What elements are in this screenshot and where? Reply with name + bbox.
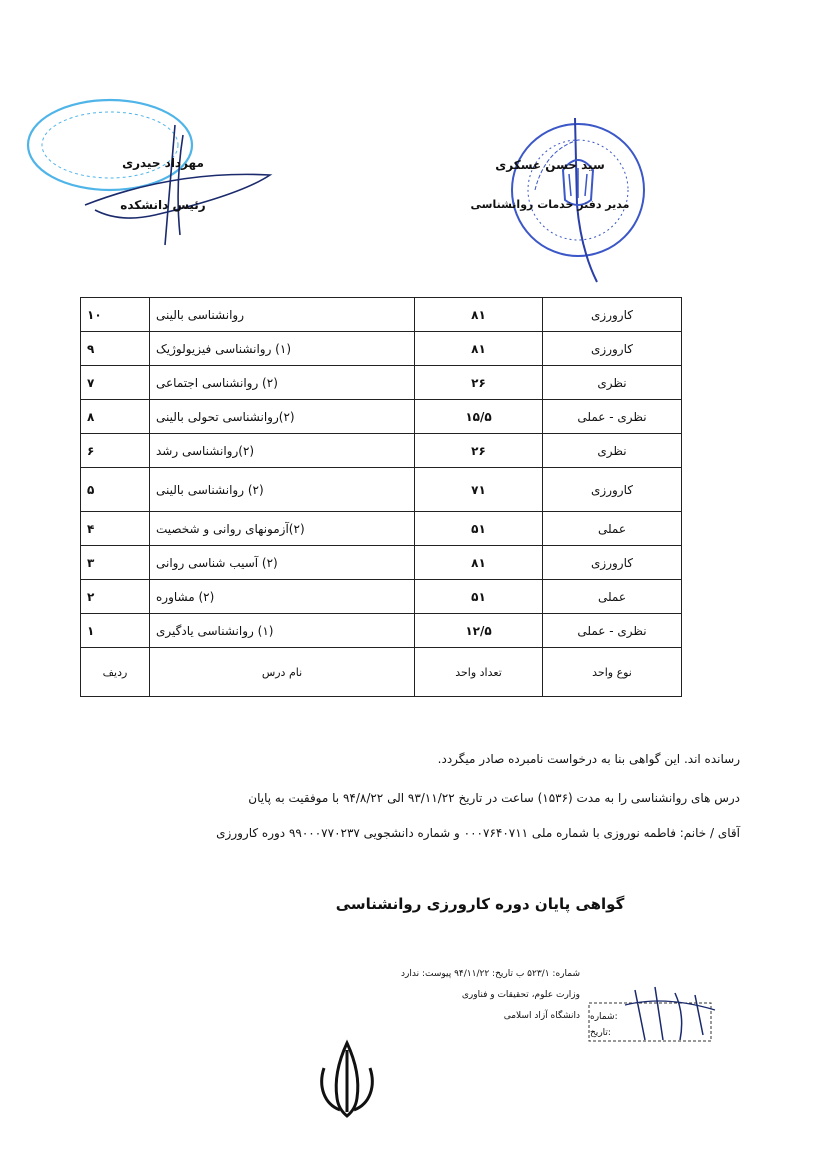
table-row xyxy=(81,580,682,614)
letterhead-line-2: وزارت علوم، تحقیقات و فناوری xyxy=(461,990,580,1000)
official-seal-left xyxy=(25,95,285,255)
table-row xyxy=(81,512,682,546)
course-units-cell: ۵۱ xyxy=(415,512,543,546)
course-units-cell: ۲۶ xyxy=(415,366,543,400)
row-number-cell: ۳ xyxy=(81,546,150,580)
course-units-cell: ۸۱ xyxy=(415,546,543,580)
course-type-cell: کارورزی xyxy=(543,298,682,332)
table-row xyxy=(81,400,682,434)
header-type: نوع واحد xyxy=(543,648,682,697)
course-name-cell: (۲)آزمونهای روانی و شخصیت xyxy=(150,512,415,546)
letterhead-line-1: شماره: ۵۲۳/۱ ب تاریخ: ۹۴/۱۱/۲۲ پیوست: ندارد xyxy=(401,969,580,979)
course-type-cell: عملی xyxy=(543,580,682,614)
national-emblem-icon xyxy=(312,1038,382,1120)
course-units-cell: ۸۱ xyxy=(415,298,543,332)
course-units-cell: ۱۲/۵ xyxy=(415,614,543,648)
row-number-cell: ۵ xyxy=(81,468,150,512)
course-type-cell: کارورزی xyxy=(543,468,682,512)
table-row xyxy=(81,546,682,580)
right-signatory-title: مدیر دفتر خدمات روانشناسی xyxy=(470,198,630,211)
row-number-cell: ۱۰ xyxy=(81,298,150,332)
course-name-cell: (۱) روانشناسی یادگیری xyxy=(150,614,415,648)
header-course-name: نام درس xyxy=(150,648,415,697)
body-line-1: آقای / خانم: فاطمه نوروزی با شماره ملی ۰۰۰۷۶۴۰۷۱۱ و شماره دانشجویی ۹۹۰۰۰۷۷۰۲۳۷ دوره کارورزی xyxy=(216,826,740,840)
footer-number-label: شماره: xyxy=(590,1012,618,1022)
row-number-cell: ۷ xyxy=(81,366,150,400)
course-type-cell: کارورزی xyxy=(543,546,682,580)
table-row xyxy=(81,614,682,648)
row-number-cell: ۴ xyxy=(81,512,150,546)
footer-date-label: تاریخ: xyxy=(590,1028,611,1038)
course-name-cell: روانشناسی بالینی xyxy=(150,298,415,332)
course-type-cell: نظری - عملی xyxy=(543,400,682,434)
row-number-cell: ۱ xyxy=(81,614,150,648)
course-units-cell: ۱۵/۵ xyxy=(415,400,543,434)
course-name-cell: (۲) مشاوره xyxy=(150,580,415,614)
header-row-number: ردیف xyxy=(81,648,150,697)
certificate-title: گواهی پایان دوره کارورزی روانشناسی xyxy=(335,895,625,913)
course-type-cell: نظری xyxy=(543,434,682,468)
course-name-cell: (۱) روانشناسی فیزیولوژیک xyxy=(150,332,415,366)
course-type-cell: کارورزی xyxy=(543,332,682,366)
right-signatory-name: سید حسن عسکری xyxy=(495,158,605,172)
header-units: تعداد واحد xyxy=(415,648,543,697)
course-name-cell: (۲) آسیب شناسی روانی xyxy=(150,546,415,580)
row-number-cell: ۲ xyxy=(81,580,150,614)
course-units-cell: ۵۱ xyxy=(415,580,543,614)
course-type-cell: نظری xyxy=(543,366,682,400)
body-line-3: رسانده اند. این گواهی بنا به درخواست نامبرده صادر میگردد. xyxy=(437,752,740,766)
body-line-2: درس های روانشناسی را به مدت (۱۵۳۶) ساعت در تاریخ ۹۳/۱۱/۲۲ الی ۹۴/۸/۲۲ با موفقیت به پایان xyxy=(248,791,740,805)
left-signatory-name: مهرداد حیدری xyxy=(122,156,204,170)
course-units-cell: ۷۱ xyxy=(415,468,543,512)
table-row xyxy=(81,434,682,468)
courses-table xyxy=(80,297,682,697)
course-name-cell: (۲)روانشناسی تحولی بالینی xyxy=(150,400,415,434)
letterhead-line-3: دانشگاه آزاد اسلامی xyxy=(503,1011,580,1021)
row-number-cell: ۹ xyxy=(81,332,150,366)
letterhead xyxy=(240,964,580,1027)
course-units-cell: ۸۱ xyxy=(415,332,543,366)
table-header-row xyxy=(81,648,682,697)
table-row xyxy=(81,298,682,332)
row-number-cell: ۸ xyxy=(81,400,150,434)
course-type-cell: عملی xyxy=(543,512,682,546)
row-number-cell: ۶ xyxy=(81,434,150,468)
course-type-cell: نظری - عملی xyxy=(543,614,682,648)
course-name-cell: (۲) روانشناسی بالینی xyxy=(150,468,415,512)
table-row xyxy=(81,332,682,366)
table-row xyxy=(81,366,682,400)
course-units-cell: ۲۶ xyxy=(415,434,543,468)
left-signatory-title: رئیس دانشکده xyxy=(120,198,206,212)
course-name-cell: (۲) روانشناسی اجتماعی xyxy=(150,366,415,400)
table-row xyxy=(81,468,682,512)
course-name-cell: (۲)روانشناسی رشد xyxy=(150,434,415,468)
